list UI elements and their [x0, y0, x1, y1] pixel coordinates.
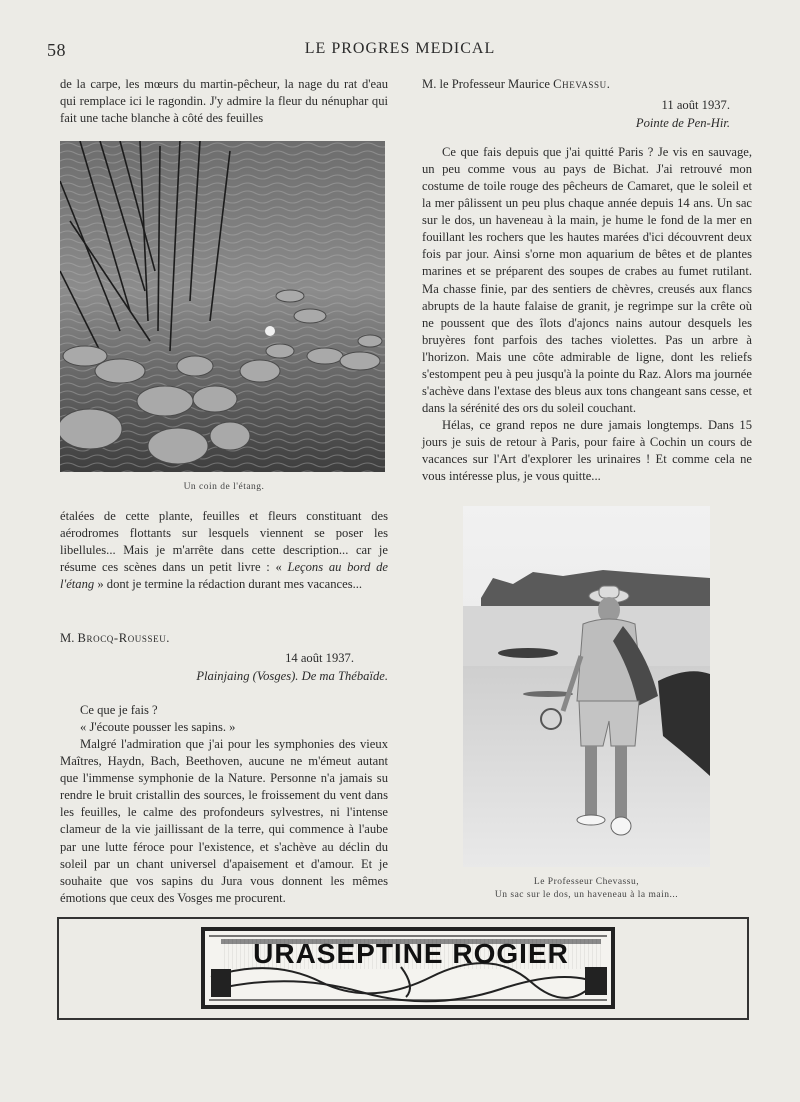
letter2-date: 14 août 1937. — [285, 651, 354, 666]
book-title: Leçons au bord de l'étang — [60, 560, 388, 592]
pond-photo-caption: Un coin de l'étang. — [183, 482, 265, 492]
letter2-place: Plainjaing (Vosges). De ma Thébaïde. — [196, 669, 388, 684]
letter1-name: Chevassu. — [553, 77, 611, 91]
caption-line-1: Le Professeur Chevassu, — [533, 877, 640, 887]
professor-image — [463, 506, 710, 867]
quote-line: « J'écoute pousser les sapins. » — [80, 720, 236, 735]
letter-brocq-rousseu — [60, 630, 388, 907]
pond-image — [60, 141, 385, 472]
journal-title: LE PROGRES MEDICAL — [304, 40, 496, 57]
question-line: Ce que je fais ? — [80, 703, 158, 718]
letter2-prefix: M. — [60, 631, 78, 645]
continuation-text-b: » dont je termine la rédaction durant mes vacances... — [94, 577, 363, 592]
letter1-prefix: M. le Professeur Maurice — [422, 77, 554, 91]
professor-photo — [463, 506, 710, 867]
pond-photo — [60, 141, 385, 472]
letter1-heading — [422, 76, 752, 93]
letter-chevassu — [422, 76, 752, 485]
left-intro-text: de la carpe, les mœurs du martin-pêcheur, la nage du rat d'eau qui remplace ici le ragondin. J'y admire la fleur du nénuphar qui fait une tache blanche à côté des feuilles — [60, 77, 388, 126]
advert-brand-name: URASEPTINE ROGIER — [221, 939, 601, 969]
professor-photo-caption — [463, 876, 710, 902]
advertisement-artwork — [201, 927, 615, 1009]
letter1-paragraph-2: Hélas, ce grand repos ne dure jamais longtemps. Dans 15 jours je suis de retour à Paris, pour faire à Cochin un cours de vacances sur l'Art d'explorer les urinaires ! Et comme cela ne vous intéresse plus, je vous quitte... — [422, 417, 752, 484]
caption-line-2: Un sac sur le dos, un haveneau à la main... — [494, 890, 679, 900]
letter1-paragraph-1: Ce que fais depuis que j'ai quitté Paris ? Je vis en sauvage, un peu comme vous au pays de Bichat. J'ai retrouvé mon costume de toile rouge des pêcheurs de Camaret, que le soleil et la mer pâlissent un peu plus chaque année depuis 14 ans. Un sac sur le dos, un haveneau à la main, je hume le fond de la mer en fouillant les rochers que les hautes marées d'ici découvrent deux fois par jour. Ainsi s'orne mon aquarium de bêtes et de plantes marines et se préparent des soupes de crabes au fumet rutilant. Ma chasse finie, par des sentiers de chèvres, creusés aux flancs abrupts de la haute falaise de granit, je regrimpe sur la crête où ne poussent que des îlots d'ajoncs nains autour desquels les bruyères font parfois des taches violettes. Pas un arbre à l'horizon. Mais une côte admirable de ligne, dont les reliefs s'estompent peu à peu jusqu'à la pointe du Raz. Alors ma journée s'achève dans l'extase des bleus aux tons changeant sans cesse, et dans la sérénité des ors du soleil couchant. — [422, 145, 752, 415]
letter2-name: Brocq-Rousseu. — [77, 631, 171, 645]
letter2-body: Malgré l'admiration que j'ai pour les symphonies des vieux Maîtres, Haydn, Bach, Beethoven, aucune ne m'émeut autant que l'immense symphonie de la Nature. Personne n'a jamais su rendre le bruit cristallin des sources, le froissement du vent dans les feuilles, le calme des profondeurs sylvestres, ni l'intense clameur de la vie jaillissant de la terre, qui commence à l'aube par une lutte féroce pour l'existence, et s'achève au déclin du soleil par un chant universel d'apaisement et d'amour. Et je souhaite que vos sapins du Jura vous donnent les mêmes émotions que ceux des Vosges me procurent. — [60, 737, 388, 905]
letter2-heading — [60, 630, 388, 647]
letter1-place: Pointe de Pen-Hir. — [635, 116, 730, 131]
left-intro-paragraph — [60, 76, 388, 127]
page-number: 58 — [47, 40, 66, 60]
letter1-date: 11 août 1937. — [661, 98, 730, 113]
continuation-text-a: étalées de cette plante, feuilles et fleurs constituant des aérodromes flottants sur lesquels viennent se poser les libellules... Mais je m'arrête dans cette description... car je résume ces scènes dans un petit livre : « — [60, 509, 388, 575]
left-continuation-paragraph — [60, 508, 388, 593]
advertisement-banner — [57, 917, 749, 1020]
